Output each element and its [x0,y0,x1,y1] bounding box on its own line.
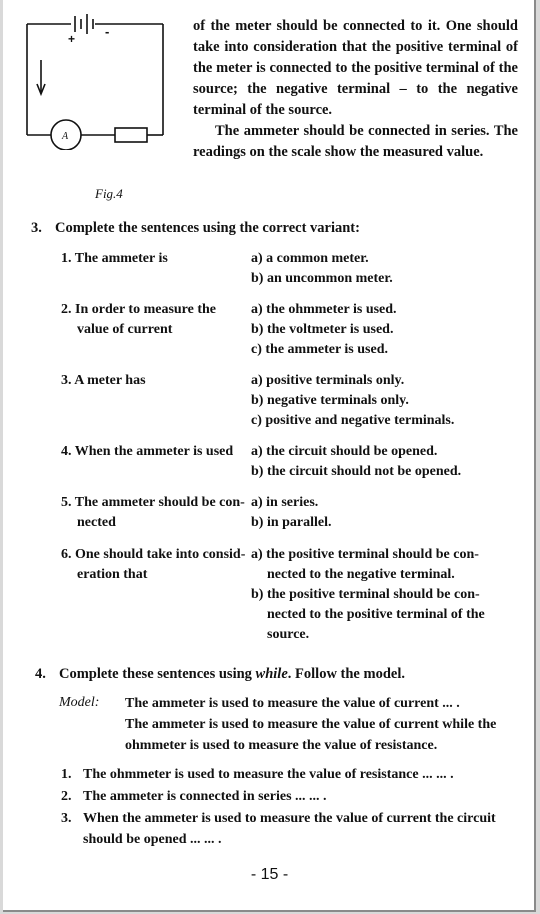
ammeter-symbol: A [62,131,69,142]
question-5-stem [61,493,245,533]
question-3-options [251,371,454,431]
model-label: Model: [59,695,100,710]
question-4-stem [61,442,233,462]
option-continuation: nected to the negative terminal. [267,567,455,582]
sentence-text: The ammeter is connected in series ... ... . [83,789,327,804]
option: a) positive terminals only. [251,373,405,388]
model-text [125,693,525,756]
question-6-options [251,545,485,645]
option: b) the circuit should not be opened. [251,464,462,479]
title-pre: Complete these sentences using [59,666,256,682]
stem-line: 3. A meter has [61,373,146,388]
circuit-diagram [23,10,173,150]
title-post: . Follow the model. [287,666,405,682]
sentence-2 [61,786,327,807]
option: b) the positive terminal should be con- [251,587,480,602]
intro-paragraph-2: The ammeter should be connected in series. The readings on the scale show the measured value. [193,123,518,160]
option: b) negative terminals only. [251,393,409,408]
option: c) positive and negative terminals. [251,413,455,428]
question-2-stem [61,300,216,340]
option: b) an uncommon meter. [251,271,393,286]
sentence-number: 1. [61,767,72,782]
sentence-3 [61,808,496,850]
intro-paragraph-1: of the meter should be connected to it. One should take into consideration that the positive terminal of the meter is connected to the positive terminal of the source; the negative terminal – to the negative terminal of the source. [193,18,518,118]
sentence-text: When the ammeter is used to measure the value of current the circuit [83,811,496,826]
minus-sign: - [105,24,110,39]
question-1-options [251,249,393,289]
intro-text [193,16,518,163]
stem-line: 6. One should take into consid- [61,547,246,562]
option: c) the ammeter is used. [251,342,388,357]
sentence-number: 2. [61,789,72,804]
model-line: ohmmeter is used to measure the value of resistance. [125,738,438,753]
exercise-number: 3. [31,220,42,236]
textbook-page [3,0,536,912]
stem-line: 4. When the ammeter is used [61,444,234,459]
exercise-title-text: Complete the sentences using the correct variant: [55,220,360,236]
option: a) the circuit should be opened. [251,444,438,459]
stem-line: 5. The ammeter should be con- [61,495,245,510]
option: b) in parallel. [251,515,332,530]
figure-caption: Fig.4 [95,186,123,201]
page-number: - 15 - [250,866,289,883]
sentence-text: The ohmmeter is used to measure the value of resistance ... ... . [83,767,454,782]
stem-line: nected [77,515,116,530]
plus-sign: + [68,32,76,46]
option: a) a common meter. [251,251,369,266]
option: a) the ohmmeter is used. [251,302,397,317]
stem-line: 1. The ammeter is [61,251,168,266]
option-continuation: source. [267,627,310,642]
title-keyword: while [255,666,288,682]
sentence-number: 3. [61,811,72,826]
stem-line: eration that [77,567,148,582]
exercise-number: 4. [35,666,46,682]
question-4-options [251,442,461,482]
sentence-1 [61,764,454,785]
question-3-stem [61,371,146,391]
exercise-4-title [35,666,405,683]
model-line: The ammeter is used to measure the value of current ... . [125,696,460,711]
exercise-3-title [31,220,360,237]
stem-line: value of current [77,322,173,337]
question-6-stem [61,545,245,585]
sentence-continuation: should be opened ... ... . [83,832,222,847]
option-continuation: nected to the positive terminal of the [267,607,485,622]
model-line: The ammeter is used to measure the value of current while the [125,717,497,732]
question-5-options [251,493,332,533]
question-1-stem [61,249,168,269]
option: b) the voltmeter is used. [251,322,394,337]
question-2-options [251,300,397,360]
option: a) the positive terminal should be con- [251,547,479,562]
stem-line: 2. In order to measure the [61,302,217,317]
option: a) in series. [251,495,319,510]
